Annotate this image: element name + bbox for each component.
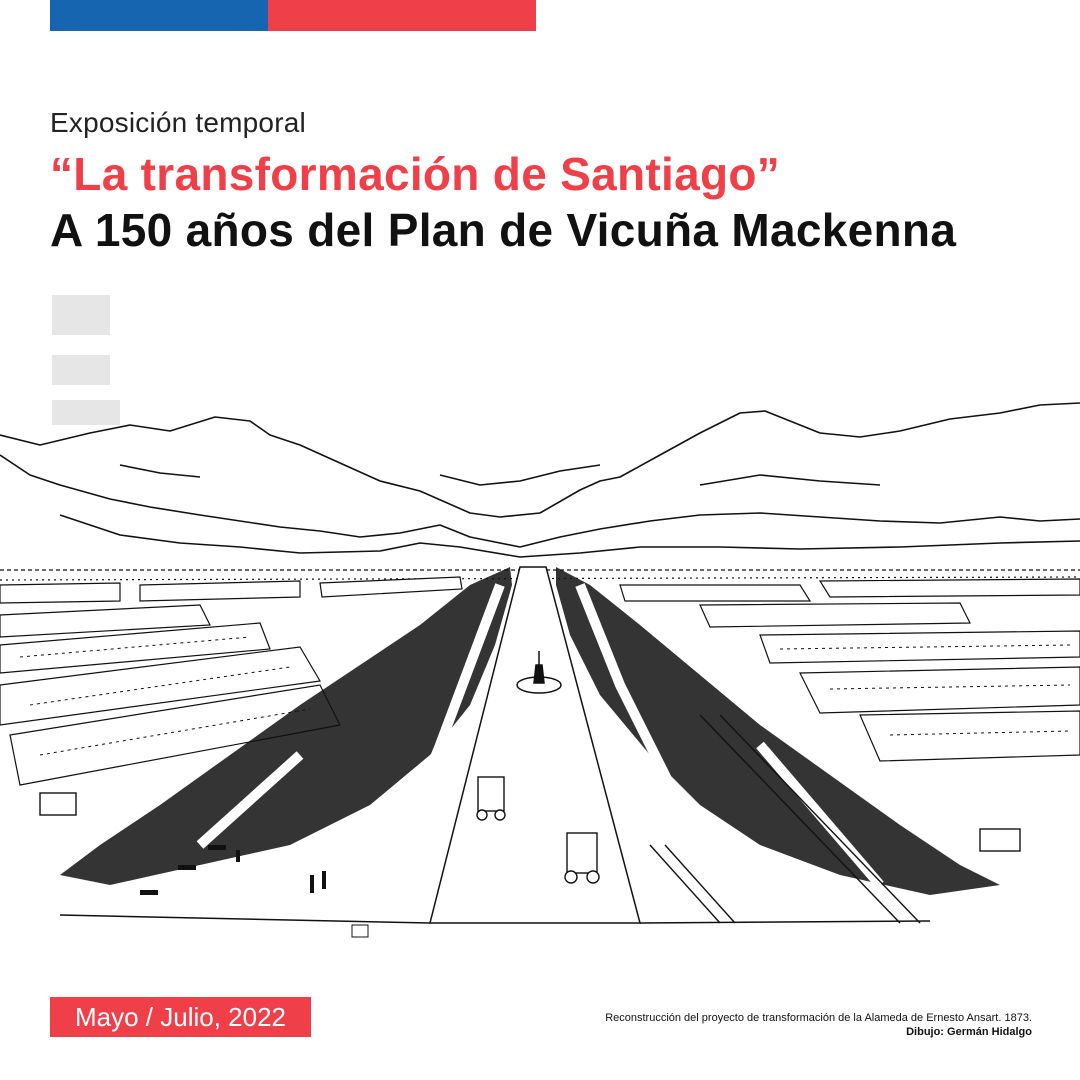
- exhibition-subtitle: Exposición temporal: [50, 107, 306, 138]
- heading-block: [50, 104, 1050, 258]
- alameda-drawing-illustration: [0, 285, 1080, 980]
- mountain-range: [0, 403, 1080, 557]
- caption-text: Reconstrucción del proyecto de transformación de la Alameda de Ernesto Ansart. 1873.: [605, 1012, 1032, 1024]
- flag-blue-stripe: [50, 0, 268, 31]
- flag-red-stripe: [268, 0, 536, 31]
- exhibition-title-line2: A 150 años del Plan de Vicuña Mackenna: [50, 204, 957, 256]
- exhibition-dates: Mayo / Julio, 2022: [74, 1001, 286, 1032]
- caption-credit: Dibujo: Germán Hidalgo: [906, 1026, 1032, 1038]
- scan-marks: [52, 295, 120, 425]
- exhibition-title: “La transformación de Santiago”: [50, 148, 781, 200]
- date-badge: [50, 997, 311, 1037]
- image-caption: [472, 1011, 1032, 1039]
- flag-color-bar: [50, 0, 536, 31]
